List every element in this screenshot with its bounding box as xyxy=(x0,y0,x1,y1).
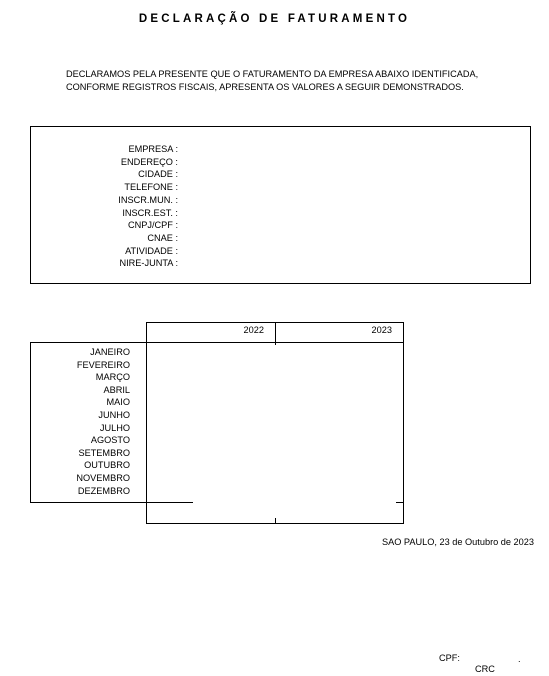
table-left-values-border xyxy=(146,322,147,524)
intro-line-1: DECLARAMOS PELA PRESENTE QUE O FATURAMENTO DA EMPRESA ABAIXO IDENTIFICADA, xyxy=(66,69,479,79)
label-cnae: CNAE : xyxy=(147,232,178,243)
intro-line-2: CONFORME REGISTROS FISCAIS, APRESENTA OS VALORES A SEGUIR DEMONSTRADOS. xyxy=(66,82,464,92)
label-atividade: ATIVIDADE : xyxy=(125,245,178,256)
label-endereco: ENDEREÇO : xyxy=(120,156,178,167)
label-nire-junta: NIRE-JUNTA : xyxy=(119,258,178,269)
cpf-label: CPF: xyxy=(439,653,460,663)
label-cnpj-cpf: CNPJ/CPF : xyxy=(127,220,178,231)
month-julho: JULHO xyxy=(99,422,130,433)
month-maio: MAIO xyxy=(106,397,130,408)
month-junho: JUNHO xyxy=(98,410,130,420)
crc-label: CRC xyxy=(475,664,495,674)
year-header-2023: 2023 xyxy=(371,325,392,335)
table-right-border xyxy=(403,322,404,524)
month-abril: ABRIL xyxy=(103,384,130,395)
month-box-bottom-border-right xyxy=(396,502,404,503)
label-inscr-est: INSCR.EST. : xyxy=(122,207,178,218)
month-setembro: SETEMBRO xyxy=(78,447,130,458)
month-box-bottom-border xyxy=(30,502,193,503)
label-inscr-mun: INSCR.MUN. : xyxy=(118,194,178,205)
month-outubro: OUTUBRO xyxy=(84,460,130,471)
document-title: DECLARAÇÃO DE FATURAMENTO xyxy=(138,13,411,25)
table-bottom-border xyxy=(146,523,404,524)
month-dezembro: DEZEMBRO xyxy=(77,485,130,496)
year-header-2022: 2022 xyxy=(243,325,264,335)
company-info-box xyxy=(30,126,531,284)
month-janeiro: JANEIRO xyxy=(90,347,130,357)
intro-paragraph xyxy=(66,68,478,94)
month-box-top-border xyxy=(30,342,404,343)
cpf-dot: . xyxy=(518,654,521,664)
label-empresa: EMPRESA : xyxy=(128,144,178,154)
place-date: SAO PAULO, 23 de Outubro de 2023 xyxy=(381,537,534,547)
label-telefone: TELEFONE : xyxy=(124,182,178,193)
month-agosto: AGOSTO xyxy=(90,435,130,446)
label-cidade: CIDADE : xyxy=(138,169,178,180)
month-fevereiro: FEVEREIRO xyxy=(76,359,130,370)
month-novembro: NOVEMBRO xyxy=(76,473,130,483)
month-marco: MARÇO xyxy=(95,372,130,383)
